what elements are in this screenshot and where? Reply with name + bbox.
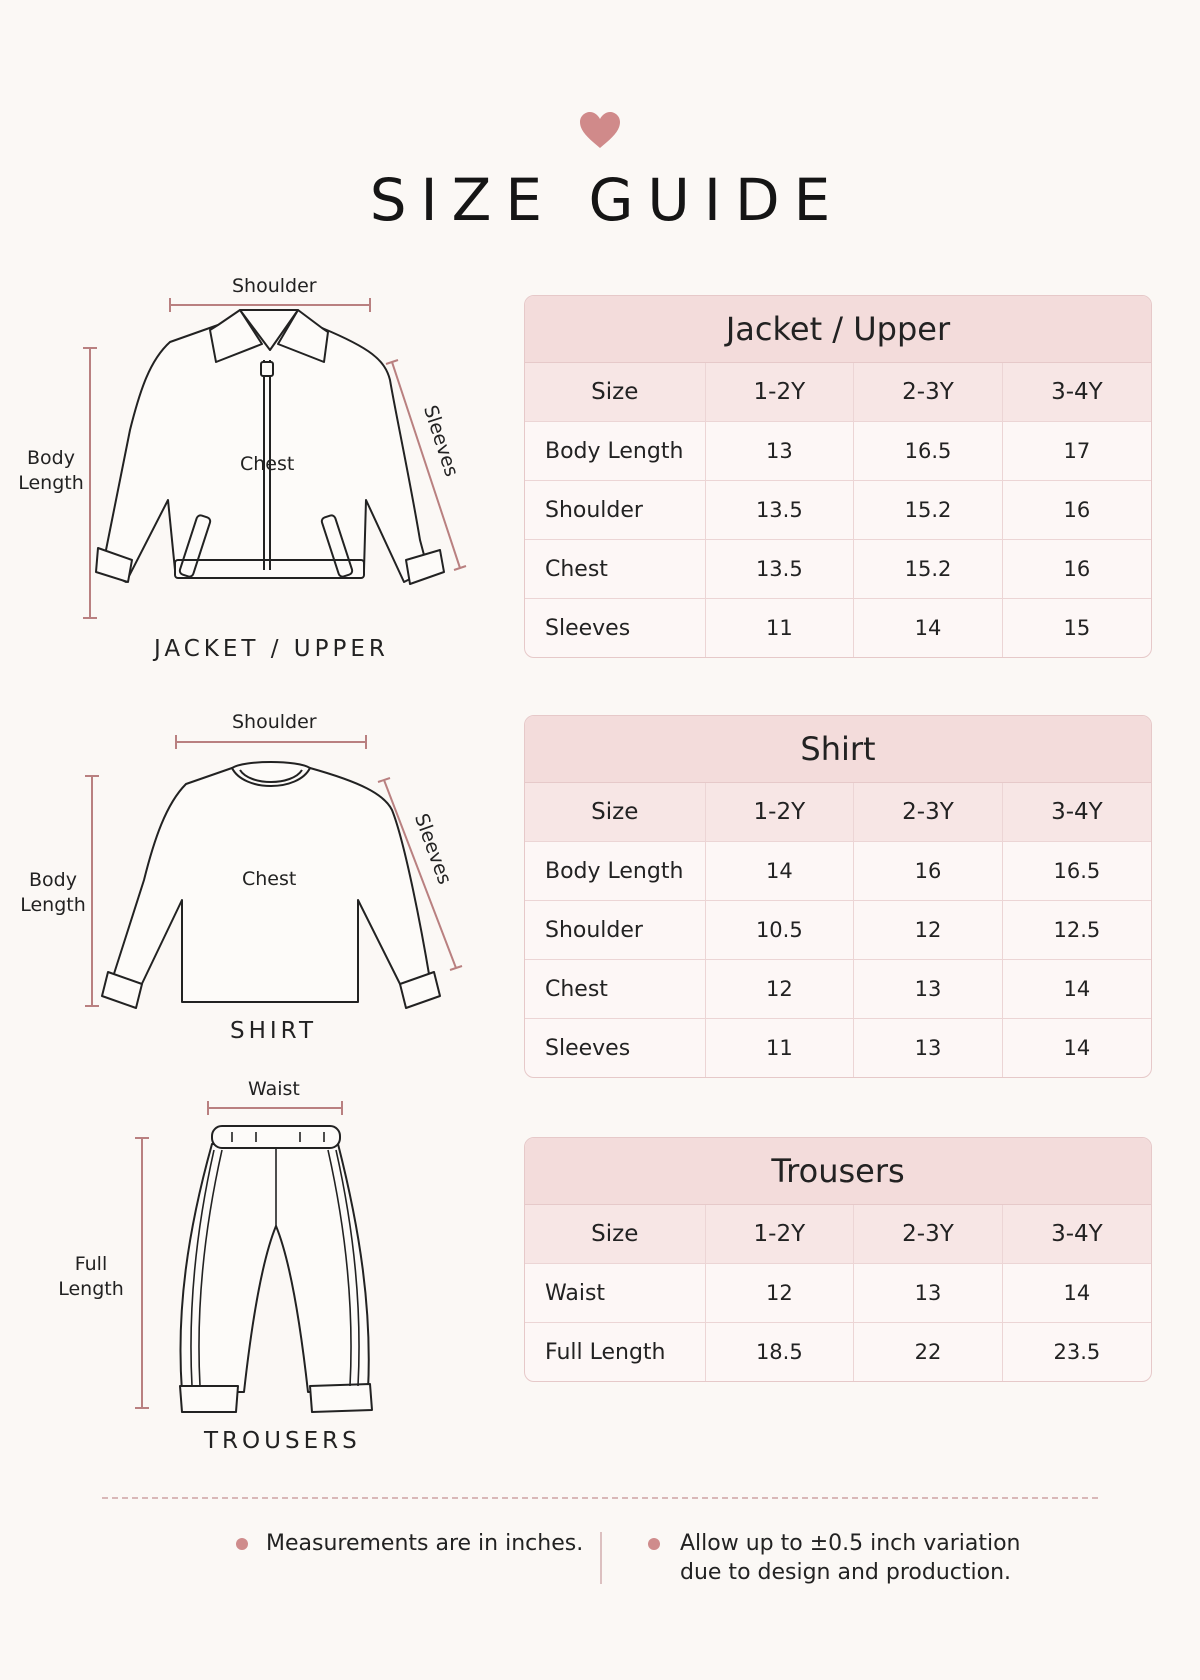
table-cell: 10.5 [705, 901, 854, 960]
notes-divider [600, 1532, 602, 1584]
shirt-chest-label: Chest [242, 868, 297, 890]
header-cell: Size [525, 783, 705, 842]
header-cell: 3-4Y [1002, 1205, 1151, 1264]
table-row [525, 1323, 1151, 1382]
table-row [525, 599, 1151, 658]
note-variation-line1: Allow up to ±0.5 inch variation [680, 1531, 1021, 1556]
header-cell: 3-4Y [1002, 363, 1151, 422]
row-label: Chest [525, 540, 705, 599]
table-cell: 13 [854, 1019, 1003, 1078]
header-cell: 3-4Y [1002, 783, 1151, 842]
table-cell: 16 [1002, 481, 1151, 540]
trousers-table-title: Trousers [525, 1138, 1151, 1205]
trousers-garment-label: TROUSERS [204, 1428, 361, 1454]
table-cell: 12 [705, 1264, 854, 1323]
table-cell: 14 [1002, 1019, 1151, 1078]
header-cell: 1-2Y [705, 1205, 854, 1264]
table-header-row [525, 1205, 1151, 1264]
table-cell: 13.5 [705, 540, 854, 599]
row-label: Body Length [525, 842, 705, 901]
table-cell: 12 [705, 960, 854, 1019]
table-cell: 15 [1002, 599, 1151, 658]
jacket-shoulder-label: Shoulder [232, 275, 317, 297]
header-cell: Size [525, 1205, 705, 1264]
footer-divider [102, 1497, 1098, 1499]
shirt-shoulder-label: Shoulder [232, 711, 317, 733]
table-cell: 15.2 [854, 540, 1003, 599]
table-cell: 16.5 [854, 422, 1003, 481]
page-title: SIZE GUIDE [369, 166, 845, 234]
shirt-sleeves-label: Sleeves [409, 810, 456, 888]
table-cell: 12.5 [1002, 901, 1151, 960]
table-header-row [525, 783, 1151, 842]
jacket-size-table [524, 295, 1152, 658]
table-cell: 14 [1002, 1264, 1151, 1323]
table-cell: 15.2 [854, 481, 1003, 540]
table-cell: 12 [854, 901, 1003, 960]
jacket-sleeves-label: Sleeves [418, 402, 463, 480]
table-cell: 13 [705, 422, 854, 481]
row-label: Shoulder [525, 481, 705, 540]
shirt-size-table [524, 715, 1152, 1078]
jacket-table-title: Jacket / Upper [525, 296, 1151, 363]
row-label: Body Length [525, 422, 705, 481]
header-cell: 1-2Y [705, 363, 854, 422]
table-row [525, 842, 1151, 901]
table-row [525, 481, 1151, 540]
header-cell: 1-2Y [705, 783, 854, 842]
table-cell: 13 [854, 960, 1003, 1019]
table-cell: 16.5 [1002, 842, 1151, 901]
header-cell: Size [525, 363, 705, 422]
header-cell: 2-3Y [854, 783, 1003, 842]
note-units: Measurements are in inches. [266, 1531, 584, 1556]
table-row [525, 540, 1151, 599]
table-cell: 11 [705, 1019, 854, 1078]
table-cell: 13 [854, 1264, 1003, 1323]
trousers-full-length-line1: Full [74, 1253, 108, 1275]
row-label: Full Length [525, 1323, 705, 1382]
table-cell: 16 [854, 842, 1003, 901]
table-cell: 14 [705, 842, 854, 901]
table-row [525, 901, 1151, 960]
table-cell: 23.5 [1002, 1323, 1151, 1382]
jacket-chest-label: Chest [240, 453, 295, 475]
jacket-body-length-line1: Body [27, 447, 75, 469]
table-header-row [525, 363, 1151, 422]
note-variation-line2: due to design and production. [680, 1560, 1011, 1585]
trousers-full-length-line2: Length [58, 1278, 124, 1300]
jacket-garment-label: JACKET / UPPER [154, 636, 389, 662]
header-cell: 2-3Y [854, 1205, 1003, 1264]
table-cell: 14 [1002, 960, 1151, 1019]
table-row [525, 960, 1151, 1019]
shirt-body-length-line2: Length [20, 894, 86, 916]
row-label: Chest [525, 960, 705, 1019]
table-cell: 22 [854, 1323, 1003, 1382]
shirt-body-length-label [20, 868, 86, 918]
trousers-waist-label: Waist [248, 1078, 300, 1100]
jacket-body-length-line2: Length [18, 472, 84, 494]
shirt-table-title: Shirt [525, 716, 1151, 783]
bullet-dot [236, 1538, 248, 1550]
table-cell: 11 [705, 599, 854, 658]
table-row [525, 1264, 1151, 1323]
table-row [525, 422, 1151, 481]
trousers-full-length-label [58, 1252, 124, 1302]
row-label: Waist [525, 1264, 705, 1323]
shirt-garment-label: SHIRT [230, 1018, 318, 1044]
note-variation [680, 1529, 1020, 1587]
heart-icon [578, 110, 622, 150]
row-label: Sleeves [525, 599, 705, 658]
table-cell: 14 [854, 599, 1003, 658]
row-label: Sleeves [525, 1019, 705, 1078]
shirt-body-length-line1: Body [29, 869, 77, 891]
table-cell: 16 [1002, 540, 1151, 599]
table-cell: 13.5 [705, 481, 854, 540]
trousers-size-table [524, 1137, 1152, 1382]
bullet-dot [648, 1538, 660, 1550]
table-cell: 18.5 [705, 1323, 854, 1382]
table-row [525, 1019, 1151, 1078]
header-cell: 2-3Y [854, 363, 1003, 422]
row-label: Shoulder [525, 901, 705, 960]
table-cell: 17 [1002, 422, 1151, 481]
jacket-body-length-label [18, 446, 84, 496]
